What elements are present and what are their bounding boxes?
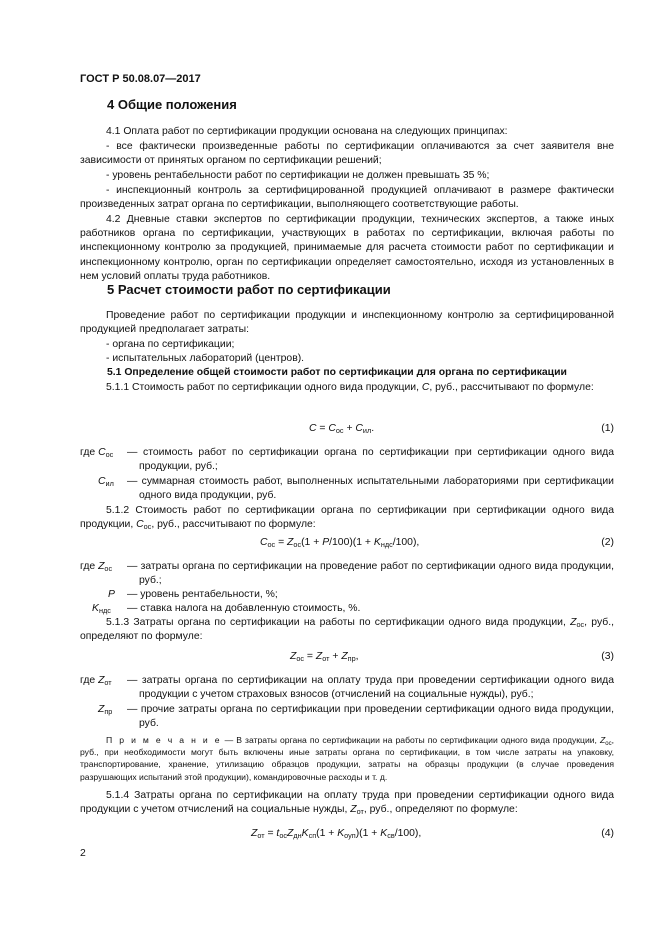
where-label-2: где $Z_{ос}$ [80, 561, 113, 573]
section-5-title: 5 Расчет стоимости работ по сертификации [107, 282, 391, 297]
formula-4-number: (4) [601, 828, 614, 839]
definition-z-pr: — прочие затраты органа по сертификации при проведении сертификации одного вида продукции, руб. [127, 704, 614, 730]
definition-z-ot: — затраты органа по сертификации на оплату труда при проведении сертификации одного вида продукции с учетом страховых взносов (отчислений на социальные нужды), руб.; [127, 675, 614, 701]
note: П р и м е ч а н и е — В затраты органа по сертификации на работы по сертификации одного вида продукции, $Z_{ос}$, руб., при необходимости могут быть включены иные затраты органа по сертификации, в том числе затраты на упаковку, транспортирование, хранение, утилизацию образцов продукции, затраты на образцы продукции (в случае проведения разрушающих испытаний этой продукции), командировочные расходы и т. д. [80, 735, 615, 782]
bullet-2: - уровень рентабельности работ по сертификации не должен превышать 35 %; [106, 170, 490, 181]
cost-item-1: - органа по сертификации; [106, 339, 235, 350]
formula-4: $Z_{от} = t_{ос}Z_{дн}K_{сп}(1 + K_{оуп})(1 + K_{св}/100)$, [251, 828, 422, 840]
page-number: 2 [80, 848, 86, 859]
definition-c-os: — стоимость работ по сертификации органа по сертификации при сертификации одного вида продукции, руб.; [127, 447, 614, 473]
formula-3-number: (3) [601, 651, 614, 662]
where-label-3: где $Z_{от}$ [80, 675, 112, 687]
formula-2-number: (2) [601, 537, 614, 548]
definition-z-os: — затраты органа по сертификации на проведение работ по сертификации одного вида продукции, руб.; [127, 561, 614, 587]
formula-2: $C_{ос} = Z_{ос}(1 + P/100)(1 + K_{ндс}/100)$, [260, 537, 420, 549]
paragraph-5-1-3: 5.1.3 Затраты органа по сертификации на работы по сертификации одного вида продукции, $Z_{ос}$, руб., определяют по формуле: [80, 617, 614, 643]
formula-3: $Z_{ос} = Z_{от} + Z_{пр}$, [290, 651, 359, 663]
paragraph-5-1-4: 5.1.4 Затраты органа по сертификации на оплату труда при проведении сертификации одного вида продукции с учетом отчислений на социальные нужды, $Z_{от}$, руб., определяют по формуле: [80, 790, 614, 817]
paragraph-5-intro: Проведение работ по сертификации продукции и инспекционному контролю за сертифицированной продукцией предполагает затраты: [80, 310, 614, 336]
cost-item-2: - испытательных лабораторий (центров). [106, 353, 305, 364]
document-header: ГОСТ Р 50.08.07—2017 [80, 73, 201, 85]
paragraph-5-1-1: 5.1.1 Стоимость работ по сертификации одного вида продукции, C, руб., рассчитывают по формуле: [106, 382, 594, 393]
paragraph-4-2: 4.2 Дневные ставки экспертов по сертификации продукции, технических экспертов, а также иных работников органа по сертификации, участвующих в работах по сертификации, включая работы по инспекционному контролю за продукцией, принимаемые для расчета стоимости работ по сертификации и инспекционному контролю, орган по сертификации определяет самостоятельно, исходя из установленных в нем условий оплаты труда работников. [80, 214, 614, 282]
symbol-k-nds: $K_{ндс}$ [92, 603, 111, 615]
definition-c-il: — суммарная стоимость работ, выполненных испытательными лабораториями при сертификации одного вида продукции, руб. [127, 476, 614, 502]
formula-1-number: (1) [601, 423, 614, 434]
bullet-3: - инспекционный контроль за сертифицированной продукцией оплачивают в размере фактически произведенных затрат органа по сертификации, выполняющего соответствующие работы. [80, 185, 614, 211]
definition-p: — уровень рентабельности, %; [127, 589, 278, 600]
where-label-1: где $C_{ос}$ [80, 447, 114, 459]
symbol-c-il: $C_{ил}$ [98, 476, 114, 488]
subsection-5-1-title: 5.1 Определение общей стоимости работ по сертификации для органа по сертификации [107, 367, 567, 378]
formula-1: $C = C_{ос} + C_{ил}$. [309, 423, 375, 435]
section-4-title: 4 Общие положения [107, 97, 237, 112]
paragraph-5-1-2: 5.1.2 Стоимость работ по сертификации органа по сертификации при сертификации одного вида продукции, $C_{ос}$, руб., рассчитывают по формуле: [80, 505, 614, 532]
paragraph-4-1: 4.1 Оплата работ по сертификации продукции основана на следующих принципах: [106, 126, 508, 137]
symbol-z-pr: $Z_{пр}$ [98, 704, 113, 716]
definition-k-nds: — ставка налога на добавленную стоимость, %. [127, 603, 361, 614]
bullet-1: - все фактически произведенные работы по сертификации оплачиваются за счет заявителя вне зависимости от принятых органом по сертификации решений; [80, 141, 614, 167]
symbol-p: P [108, 589, 115, 600]
